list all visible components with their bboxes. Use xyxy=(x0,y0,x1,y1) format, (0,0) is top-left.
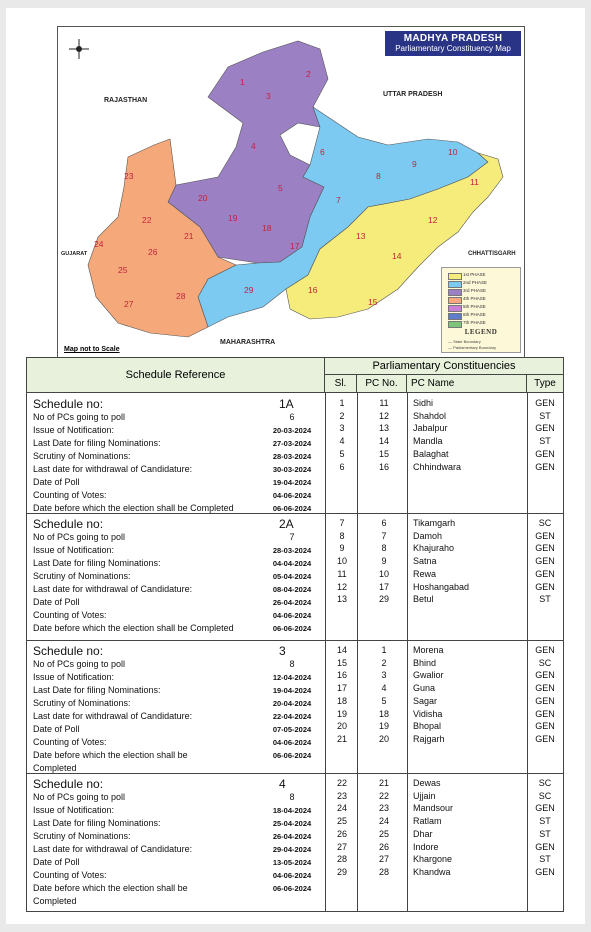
pc-cell-type: GEN xyxy=(535,423,555,434)
svg-text:24: 24 xyxy=(94,239,104,249)
schedule-code: 2A xyxy=(279,517,294,531)
map-subtitle: Parliamentary Constituency Map xyxy=(395,44,511,53)
svg-text:25: 25 xyxy=(118,265,128,275)
svg-text:27: 27 xyxy=(124,299,134,309)
pc-cell-no: 5 xyxy=(381,695,387,706)
schedule-label-withdrawal: Last date for withdrawal of Candidature: xyxy=(33,844,193,854)
schedule-value-poll: 19-04-2024 xyxy=(272,478,312,487)
svg-text:15: 15 xyxy=(368,297,378,307)
pc-cell-sl: 7 xyxy=(339,518,345,528)
schedule-label-poll: Date of Poll xyxy=(33,477,80,487)
pc-cell-no: 16 xyxy=(378,461,389,472)
pc-cell-no: 2 xyxy=(381,657,387,668)
pc-cell-no: 4 xyxy=(381,683,387,694)
schedule-label-completion: Date before which the election shall be Completed xyxy=(33,623,234,633)
pc-cell-sl: 16 xyxy=(336,670,347,681)
pc-cell-name: Rajgarh xyxy=(413,733,445,744)
schedule-label-poll: Date of Poll xyxy=(33,724,80,734)
pc-cell-no: 10 xyxy=(378,568,389,579)
svg-text:11: 11 xyxy=(470,177,479,187)
pc-cell-name: Balaghat xyxy=(413,448,449,459)
pc-cell-no: 21 xyxy=(378,778,389,788)
svg-text:13: 13 xyxy=(356,231,366,241)
schedule-value-withdrawal: 08-04-2024 xyxy=(272,585,312,594)
pc-cell-name: Ujjain xyxy=(413,790,436,801)
pc-cell-type: GEN xyxy=(535,721,555,732)
pc-cell-name: Morena xyxy=(413,645,444,655)
pc-cell-type: SC xyxy=(538,790,552,801)
pc-cell-sl: 8 xyxy=(339,530,345,541)
schedule-block-2a xyxy=(27,513,563,640)
pc-cell-type: GEN xyxy=(535,581,555,592)
pc-cell-no: 9 xyxy=(381,556,387,567)
pc-cell-no: 22 xyxy=(378,790,389,801)
schedule-value-issue: 28-03-2024 xyxy=(272,546,312,555)
pc-cell-sl: 27 xyxy=(336,841,347,852)
pc-cell-no: 15 xyxy=(378,448,389,459)
pc-cell-sl: 1 xyxy=(339,398,345,408)
pc-cell-name: Indore xyxy=(413,841,439,852)
pc-cell-name: Rewa xyxy=(413,568,437,579)
pc-cell-no: 20 xyxy=(378,733,389,744)
schedule-label-poll: Date of Poll xyxy=(33,597,80,607)
pc-cell-sl: 5 xyxy=(339,448,345,459)
schedule-label-last-filing: Last Date for filing Nominations: xyxy=(33,685,161,695)
svg-text:19: 19 xyxy=(228,213,238,223)
schedule-label-issue: Issue of Notification: xyxy=(33,545,115,555)
schedule-title: Schedule no: xyxy=(33,397,104,411)
pc-cell-no: 3 xyxy=(381,670,387,681)
pc-cell-name: Mandla xyxy=(413,436,443,447)
pc-cell-name: Satna xyxy=(413,556,437,567)
pc-cell-type: ST xyxy=(539,410,551,421)
pc-cell-sl: 3 xyxy=(339,423,345,434)
pc-cell-sl: 21 xyxy=(336,733,347,744)
label-maharashtra: MAHARASHTRA xyxy=(220,339,276,346)
pc-cell-type: GEN xyxy=(535,543,555,554)
pc-cell-type: GEN xyxy=(535,556,555,567)
schedule-title: Schedule no: xyxy=(33,517,104,531)
pc-cell-sl: 28 xyxy=(336,854,347,865)
schedule-value-counting: 04-06-2024 xyxy=(272,738,312,747)
pc-cell-sl: 25 xyxy=(336,816,347,827)
schedule-label-counting: Counting of Votes: xyxy=(33,490,107,500)
pc-cell-name: Khandwa xyxy=(413,866,451,877)
pc-cell-name: Damoh xyxy=(413,530,443,541)
schedule-value-issue: 12-04-2024 xyxy=(272,673,312,682)
pc-cell-type: GEN xyxy=(535,670,555,681)
pc-cell-no: 29 xyxy=(378,594,389,605)
schedule-label-completion-cont: Completed xyxy=(33,763,77,773)
schedule-value-completion: 06-06-2024 xyxy=(272,624,312,633)
schedule-label-num-pcs: No of PCs going to poll xyxy=(33,659,126,669)
pc-cell-no: 25 xyxy=(378,828,389,839)
pc-cell-no: 27 xyxy=(378,854,389,865)
pc-cell-sl: 2 xyxy=(339,410,345,421)
schedule-label-completion: Date before which the election shall be Completed xyxy=(33,503,234,513)
map-title: MADHYA PRADESH xyxy=(403,33,503,44)
schedule-label-withdrawal: Last date for withdrawal of Candidature: xyxy=(33,711,193,721)
pc-cell-type: GEN xyxy=(535,866,555,877)
schedule-code: 3 xyxy=(279,644,286,658)
schedule-value-poll: 13-05-2024 xyxy=(272,858,312,867)
pc-cell-type: ST xyxy=(539,816,551,827)
pc-cell-sl: 26 xyxy=(336,828,347,839)
pc-cell-name: Khargone xyxy=(413,854,453,865)
schedule-label-num-pcs: No of PCs going to poll xyxy=(33,412,126,422)
pc-cell-name: Tikamgarh xyxy=(413,518,456,528)
pc-cell-sl: 24 xyxy=(336,803,347,814)
legend-pc-boundary: — Parliamentary Boundary xyxy=(448,345,497,350)
pc-cell-no: 19 xyxy=(378,721,389,732)
col-sl: Sl. xyxy=(325,375,357,392)
legend-state-boundary: — State Boundary xyxy=(448,339,481,344)
pc-cell-type: SC xyxy=(538,778,552,788)
svg-text:22: 22 xyxy=(142,215,152,225)
schedule-value-num-pcs: 6 xyxy=(289,412,295,422)
pc-cell-type: GEN xyxy=(535,683,555,694)
schedule-value-withdrawal: 29-04-2024 xyxy=(272,845,312,854)
svg-text:12: 12 xyxy=(428,215,438,225)
svg-text:18: 18 xyxy=(262,223,272,233)
pc-cell-no: 18 xyxy=(378,708,389,719)
pc-cell-name: Shahdol xyxy=(413,410,447,421)
pc-cell-type: GEN xyxy=(535,530,555,541)
schedule-code: 4 xyxy=(279,777,286,791)
pc-cell-sl: 15 xyxy=(336,657,347,668)
schedule-value-issue: 18-04-2024 xyxy=(272,806,312,815)
schedule-value-withdrawal: 30-03-2024 xyxy=(272,465,312,474)
schedule-label-num-pcs: No of PCs going to poll xyxy=(33,532,126,542)
pc-cell-type: GEN xyxy=(535,708,555,719)
pc-cell-sl: 6 xyxy=(339,461,345,472)
schedule-value-counting: 04-06-2024 xyxy=(272,871,312,880)
schedule-title: Schedule no: xyxy=(33,777,104,791)
pc-cell-name: Bhopal xyxy=(413,721,442,732)
pc-cell-name: Sagar xyxy=(413,695,438,706)
pc-cell-name: Ratlam xyxy=(413,816,442,827)
svg-text:9: 9 xyxy=(412,159,417,169)
schedule-value-scrutiny: 05-04-2024 xyxy=(272,572,312,581)
schedule-label-poll: Date of Poll xyxy=(33,857,80,867)
pc-cell-sl: 19 xyxy=(336,708,347,719)
schedule-value-num-pcs: 8 xyxy=(289,659,295,669)
schedule-value-num-pcs: 8 xyxy=(289,792,295,802)
pc-cell-name: Hoshangabad xyxy=(413,581,470,592)
pc-cell-name: Bhind xyxy=(413,657,437,668)
schedule-label-issue: Issue of Notification: xyxy=(33,672,115,682)
svg-text:8: 8 xyxy=(376,171,381,181)
pc-cell-type: SC xyxy=(538,657,552,668)
col-pcname: PC Name xyxy=(407,375,527,392)
schedule-label-last-filing: Last Date for filing Nominations: xyxy=(33,558,161,568)
schedule-label-issue: Issue of Notification: xyxy=(33,425,115,435)
pc-cell-name: Guna xyxy=(413,683,436,694)
pc-cell-no: 24 xyxy=(378,816,389,827)
pc-cell-name: Khajuraho xyxy=(413,543,455,554)
pc-cell-sl: 18 xyxy=(336,695,347,706)
compass-icon xyxy=(69,39,89,59)
schedule-value-completion: 06-06-2024 xyxy=(272,884,312,893)
label-uttar-pradesh: UTTAR PRADESH xyxy=(383,91,443,98)
pc-cell-no: 1 xyxy=(381,645,387,655)
label-rajasthan: RAJASTHAN xyxy=(104,97,148,104)
schedule-value-completion: 06-06-2024 xyxy=(272,504,312,513)
pc-cell-no: 11 xyxy=(379,398,389,408)
schedule-label-scrutiny: Scrutiny of Nominations: xyxy=(33,831,131,841)
schedule-value-last-filing: 04-04-2024 xyxy=(272,559,312,568)
pc-cell-no: 6 xyxy=(381,518,387,528)
col-pcno: PC No. xyxy=(357,375,407,392)
pc-cell-type: GEN xyxy=(535,645,555,655)
pc-cell-name: Sidhi xyxy=(413,398,434,408)
schedule-label-num-pcs: No of PCs going to poll xyxy=(33,792,126,802)
pc-cell-type: GEN xyxy=(535,568,555,579)
schedule-value-completion: 06-06-2024 xyxy=(272,751,312,760)
svg-text:20: 20 xyxy=(198,193,208,203)
svg-text:7: 7 xyxy=(336,195,341,205)
svg-text:23: 23 xyxy=(124,171,134,181)
svg-text:3: 3 xyxy=(266,91,271,101)
map-legend: 1st PHASE 2nd PHASE 3rd PHASE 4th PHASE 5th PHASE 6th PHASE 7th PHASE LEGEND — State Boundary — Parliamentary Boundary xyxy=(441,267,521,353)
pc-cell-no: 23 xyxy=(378,803,389,814)
label-gujarat: GUJARAT xyxy=(61,251,88,257)
pc-cell-sl: 10 xyxy=(336,556,347,567)
svg-text:26: 26 xyxy=(148,247,158,257)
pc-cell-name: Vidisha xyxy=(413,708,443,719)
schedule-label-completion: Date before which the election shall be xyxy=(33,750,188,760)
pc-cell-type: GEN xyxy=(535,841,555,852)
schedule-block-3 xyxy=(27,640,563,773)
schedule-value-poll: 26-04-2024 xyxy=(272,598,312,607)
pc-cell-name: Jabalpur xyxy=(413,423,448,434)
pc-cell-name: Chhindwara xyxy=(413,461,462,472)
legend-title: LEGEND xyxy=(464,328,498,336)
pc-cell-sl: 13 xyxy=(336,594,347,605)
svg-text:29: 29 xyxy=(244,285,254,295)
schedule-label-completion-cont: Completed xyxy=(33,896,77,906)
pc-cell-name: Betul xyxy=(413,594,434,605)
schedule-table xyxy=(26,357,564,912)
label-chhattisgarh: CHHATTISGARH xyxy=(468,251,516,257)
pc-header xyxy=(325,358,563,393)
schedule-block-1a xyxy=(27,394,563,513)
schedule-value-scrutiny: 28-03-2024 xyxy=(272,452,312,461)
svg-text:28: 28 xyxy=(176,291,186,301)
svg-text:10: 10 xyxy=(448,147,458,157)
pc-cell-name: Mandsour xyxy=(413,803,454,814)
schedule-reference-header: Schedule Reference xyxy=(27,358,325,393)
schedule-label-counting: Counting of Votes: xyxy=(33,737,107,747)
schedule-value-counting: 04-06-2024 xyxy=(272,611,312,620)
pc-cell-sl: 23 xyxy=(336,790,347,801)
pc-cell-no: 13 xyxy=(378,423,389,434)
pc-cell-sl: 20 xyxy=(336,721,347,732)
pc-cell-no: 12 xyxy=(378,410,389,421)
svg-text:21: 21 xyxy=(184,231,194,241)
schedule-value-num-pcs: 7 xyxy=(289,532,295,542)
svg-text:14: 14 xyxy=(392,251,402,261)
schedule-value-issue: 20-03-2024 xyxy=(272,426,312,435)
svg-text:2: 2 xyxy=(306,69,311,79)
svg-text:16: 16 xyxy=(308,285,318,295)
pc-cell-no: 7 xyxy=(381,530,387,541)
pc-cell-no: 28 xyxy=(378,866,389,877)
pc-title: Parliamentary Constituencies xyxy=(325,358,563,375)
schedule-label-scrutiny: Scrutiny of Nominations: xyxy=(33,451,131,461)
svg-text:17: 17 xyxy=(290,241,300,251)
pc-map xyxy=(57,26,525,358)
schedule-value-scrutiny: 26-04-2024 xyxy=(272,832,312,841)
schedule-code: 1A xyxy=(279,397,294,411)
pc-cell-sl: 9 xyxy=(339,543,345,554)
schedule-label-scrutiny: Scrutiny of Nominations: xyxy=(33,698,131,708)
schedule-label-completion: Date before which the election shall be xyxy=(33,883,188,893)
pc-cell-sl: 14 xyxy=(336,645,347,655)
col-type: Type xyxy=(534,378,556,389)
svg-text:6: 6 xyxy=(320,147,325,157)
pc-cell-sl: 4 xyxy=(339,436,345,447)
schedule-value-poll: 07-05-2024 xyxy=(272,725,312,734)
scale-note: Map not to Scale xyxy=(64,346,120,353)
schedule-label-last-filing: Last Date for filing Nominations: xyxy=(33,438,161,448)
schedule-label-withdrawal: Last date for withdrawal of Candidature: xyxy=(33,464,193,474)
pc-cell-name: Dhar xyxy=(413,828,433,839)
pc-cell-name: Gwalior xyxy=(413,670,444,681)
schedule-label-withdrawal: Last date for withdrawal of Candidature: xyxy=(33,584,193,594)
pc-cell-type: ST xyxy=(539,828,551,839)
pc-cell-type: ST xyxy=(539,854,551,865)
schedule-label-counting: Counting of Votes: xyxy=(33,870,107,880)
pc-cell-type: GEN xyxy=(535,695,555,706)
svg-text:5: 5 xyxy=(278,183,283,193)
pc-cell-type: GEN xyxy=(535,448,555,459)
schedule-value-scrutiny: 20-04-2024 xyxy=(272,699,312,708)
pc-cell-sl: 11 xyxy=(337,568,347,579)
pc-cell-no: 17 xyxy=(378,581,389,592)
pc-cell-no: 14 xyxy=(378,436,389,447)
pc-cell-sl: 22 xyxy=(336,778,347,788)
schedule-block-4 xyxy=(27,773,563,912)
pc-cell-type: GEN xyxy=(535,461,555,472)
schedule-label-counting: Counting of Votes: xyxy=(33,610,107,620)
pc-cell-type: SC xyxy=(538,518,552,528)
pc-cell-no: 8 xyxy=(381,543,387,554)
pc-cell-no: 26 xyxy=(378,841,389,852)
schedule-value-counting: 04-06-2024 xyxy=(272,491,312,500)
pc-cell-type: GEN xyxy=(535,803,555,814)
pc-cell-name: Dewas xyxy=(413,778,441,788)
pc-cell-type: GEN xyxy=(535,733,555,744)
schedule-label-issue: Issue of Notification: xyxy=(33,805,115,815)
schedule-title: Schedule no: xyxy=(33,644,104,658)
schedule-label-last-filing: Last Date for filing Nominations: xyxy=(33,818,161,828)
schedule-label-scrutiny: Scrutiny of Nominations: xyxy=(33,571,131,581)
pc-cell-sl: 12 xyxy=(336,581,347,592)
svg-text:1: 1 xyxy=(240,77,245,87)
pc-cell-sl: 29 xyxy=(336,866,347,877)
schedule-value-last-filing: 19-04-2024 xyxy=(272,686,312,695)
pc-cell-sl: 17 xyxy=(336,683,347,694)
svg-text:4: 4 xyxy=(251,141,256,151)
pc-cell-type: ST xyxy=(539,436,551,447)
schedule-value-last-filing: 25-04-2024 xyxy=(272,819,312,828)
schedule-value-withdrawal: 22-04-2024 xyxy=(272,712,312,721)
map-title-box xyxy=(385,31,521,56)
pc-cell-type: GEN xyxy=(535,398,555,408)
pc-cell-type: ST xyxy=(539,594,551,605)
schedule-value-last-filing: 27-03-2024 xyxy=(272,439,312,448)
